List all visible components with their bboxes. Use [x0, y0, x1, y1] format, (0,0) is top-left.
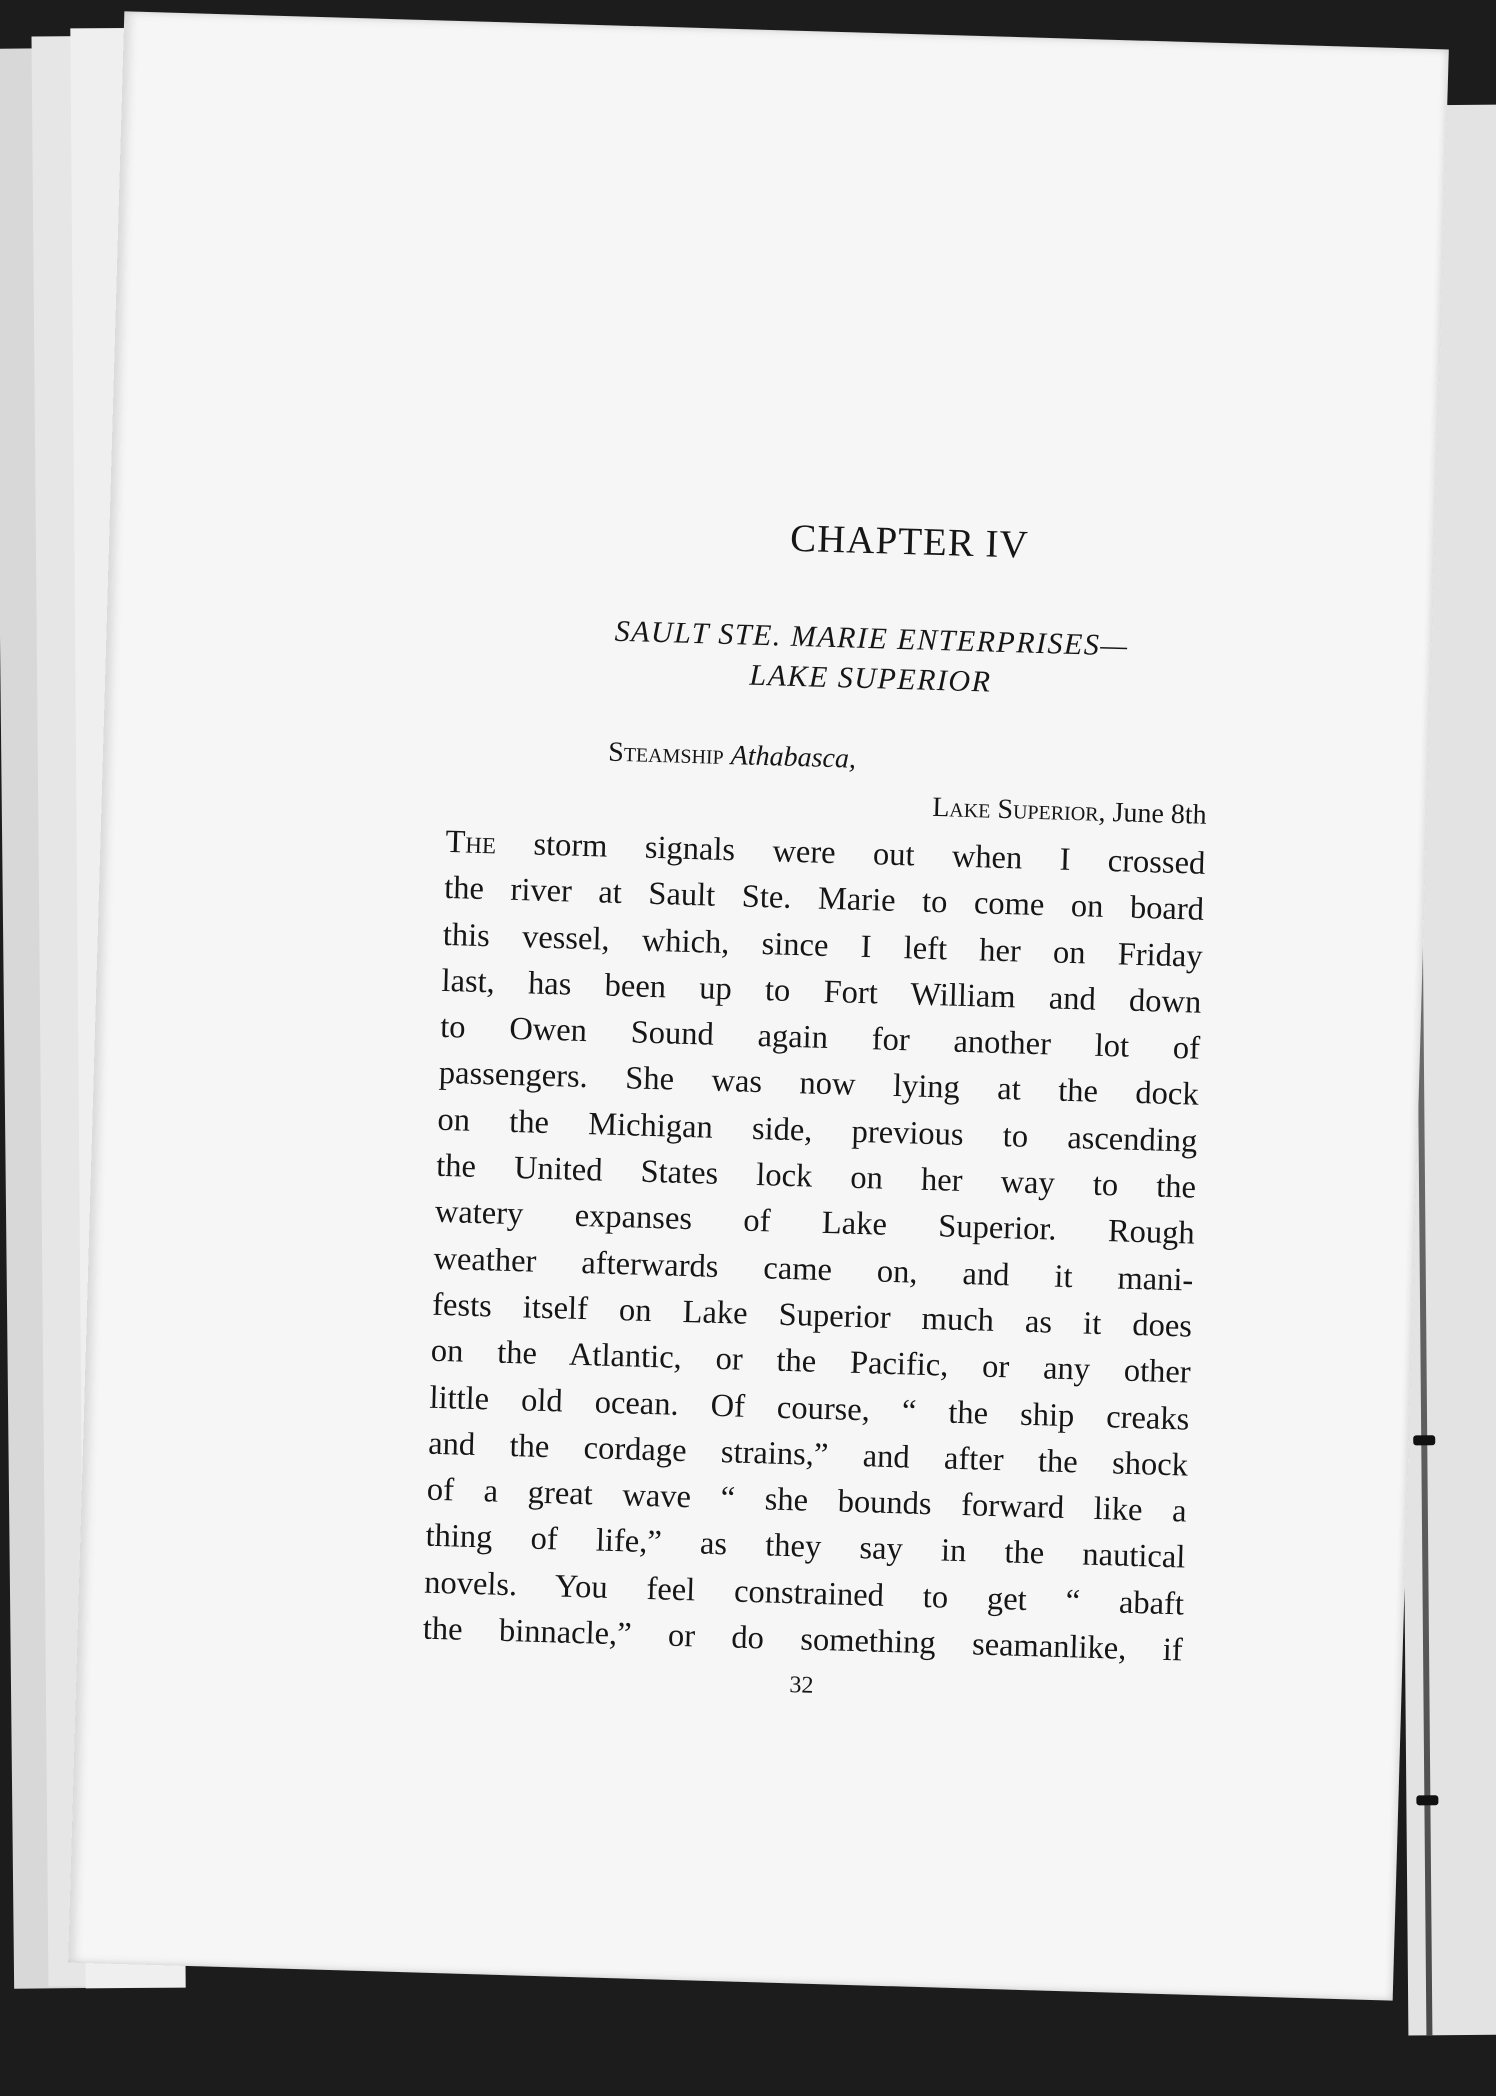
vessel-name: Athabasca,	[730, 740, 857, 775]
body-line: to Owen Sound again for another lot of	[439, 1009, 1201, 1067]
body-line: on the Michigan side, previous to ascending	[437, 1101, 1198, 1160]
body-line: The storm signals were out when I crossed	[445, 823, 1206, 882]
opening-word: The	[445, 823, 497, 862]
body-line: little old ocean. Of course, “ the ship creaks	[429, 1379, 1190, 1438]
body-line: the river at Sault Ste. Marie to come on board	[443, 870, 1205, 929]
binding-stitch	[1413, 1435, 1435, 1445]
body-line: the United States lock on her way to the	[435, 1147, 1197, 1206]
chapter-title	[530, 609, 1212, 709]
vessel-prefix: Steamship	[607, 736, 725, 771]
body-line: and the cordage strains,” and after the shock	[427, 1425, 1189, 1484]
body-line: this vessel, which, since I left her on Friday	[442, 916, 1204, 975]
book-page	[68, 11, 1449, 2000]
chapter-title-line-1: SAULT STE. MARIE ENTERPRISES—	[614, 614, 1129, 663]
chapter-title-line-2: LAKE SUPERIOR	[749, 658, 992, 699]
chapter-heading: CHAPTER IV	[789, 516, 1030, 567]
body-line: passengers. She was now lying at the dock	[438, 1055, 1200, 1114]
body-line: thing of life,” as they say in the nautical	[425, 1518, 1186, 1576]
body-line: novels. You feel constrained to get “ abaft	[423, 1564, 1185, 1623]
date: June 8th	[1112, 797, 1208, 831]
body-line: of a great wave “ she bounds forward like a	[426, 1471, 1188, 1530]
binding-stitch	[1416, 1795, 1438, 1805]
body-line: fests itself on Lake Superior much as it does	[431, 1286, 1193, 1345]
page-text	[421, 506, 1215, 1711]
body-line: the binnacle,” or do something seamanlike, if	[422, 1610, 1184, 1669]
body-paragraph	[422, 819, 1206, 1674]
page-number: 32	[789, 1672, 814, 1700]
body-line: weather afterwards came on, and it mani-	[433, 1240, 1194, 1299]
body-line: last, has been up to Fort William and down	[441, 962, 1202, 1021]
place-name: Lake Superior,	[931, 791, 1107, 828]
body-line: watery expanses of Lake Superior. Rough	[434, 1194, 1196, 1253]
body-line: on the Atlantic, or the Pacific, or any other	[430, 1332, 1192, 1391]
